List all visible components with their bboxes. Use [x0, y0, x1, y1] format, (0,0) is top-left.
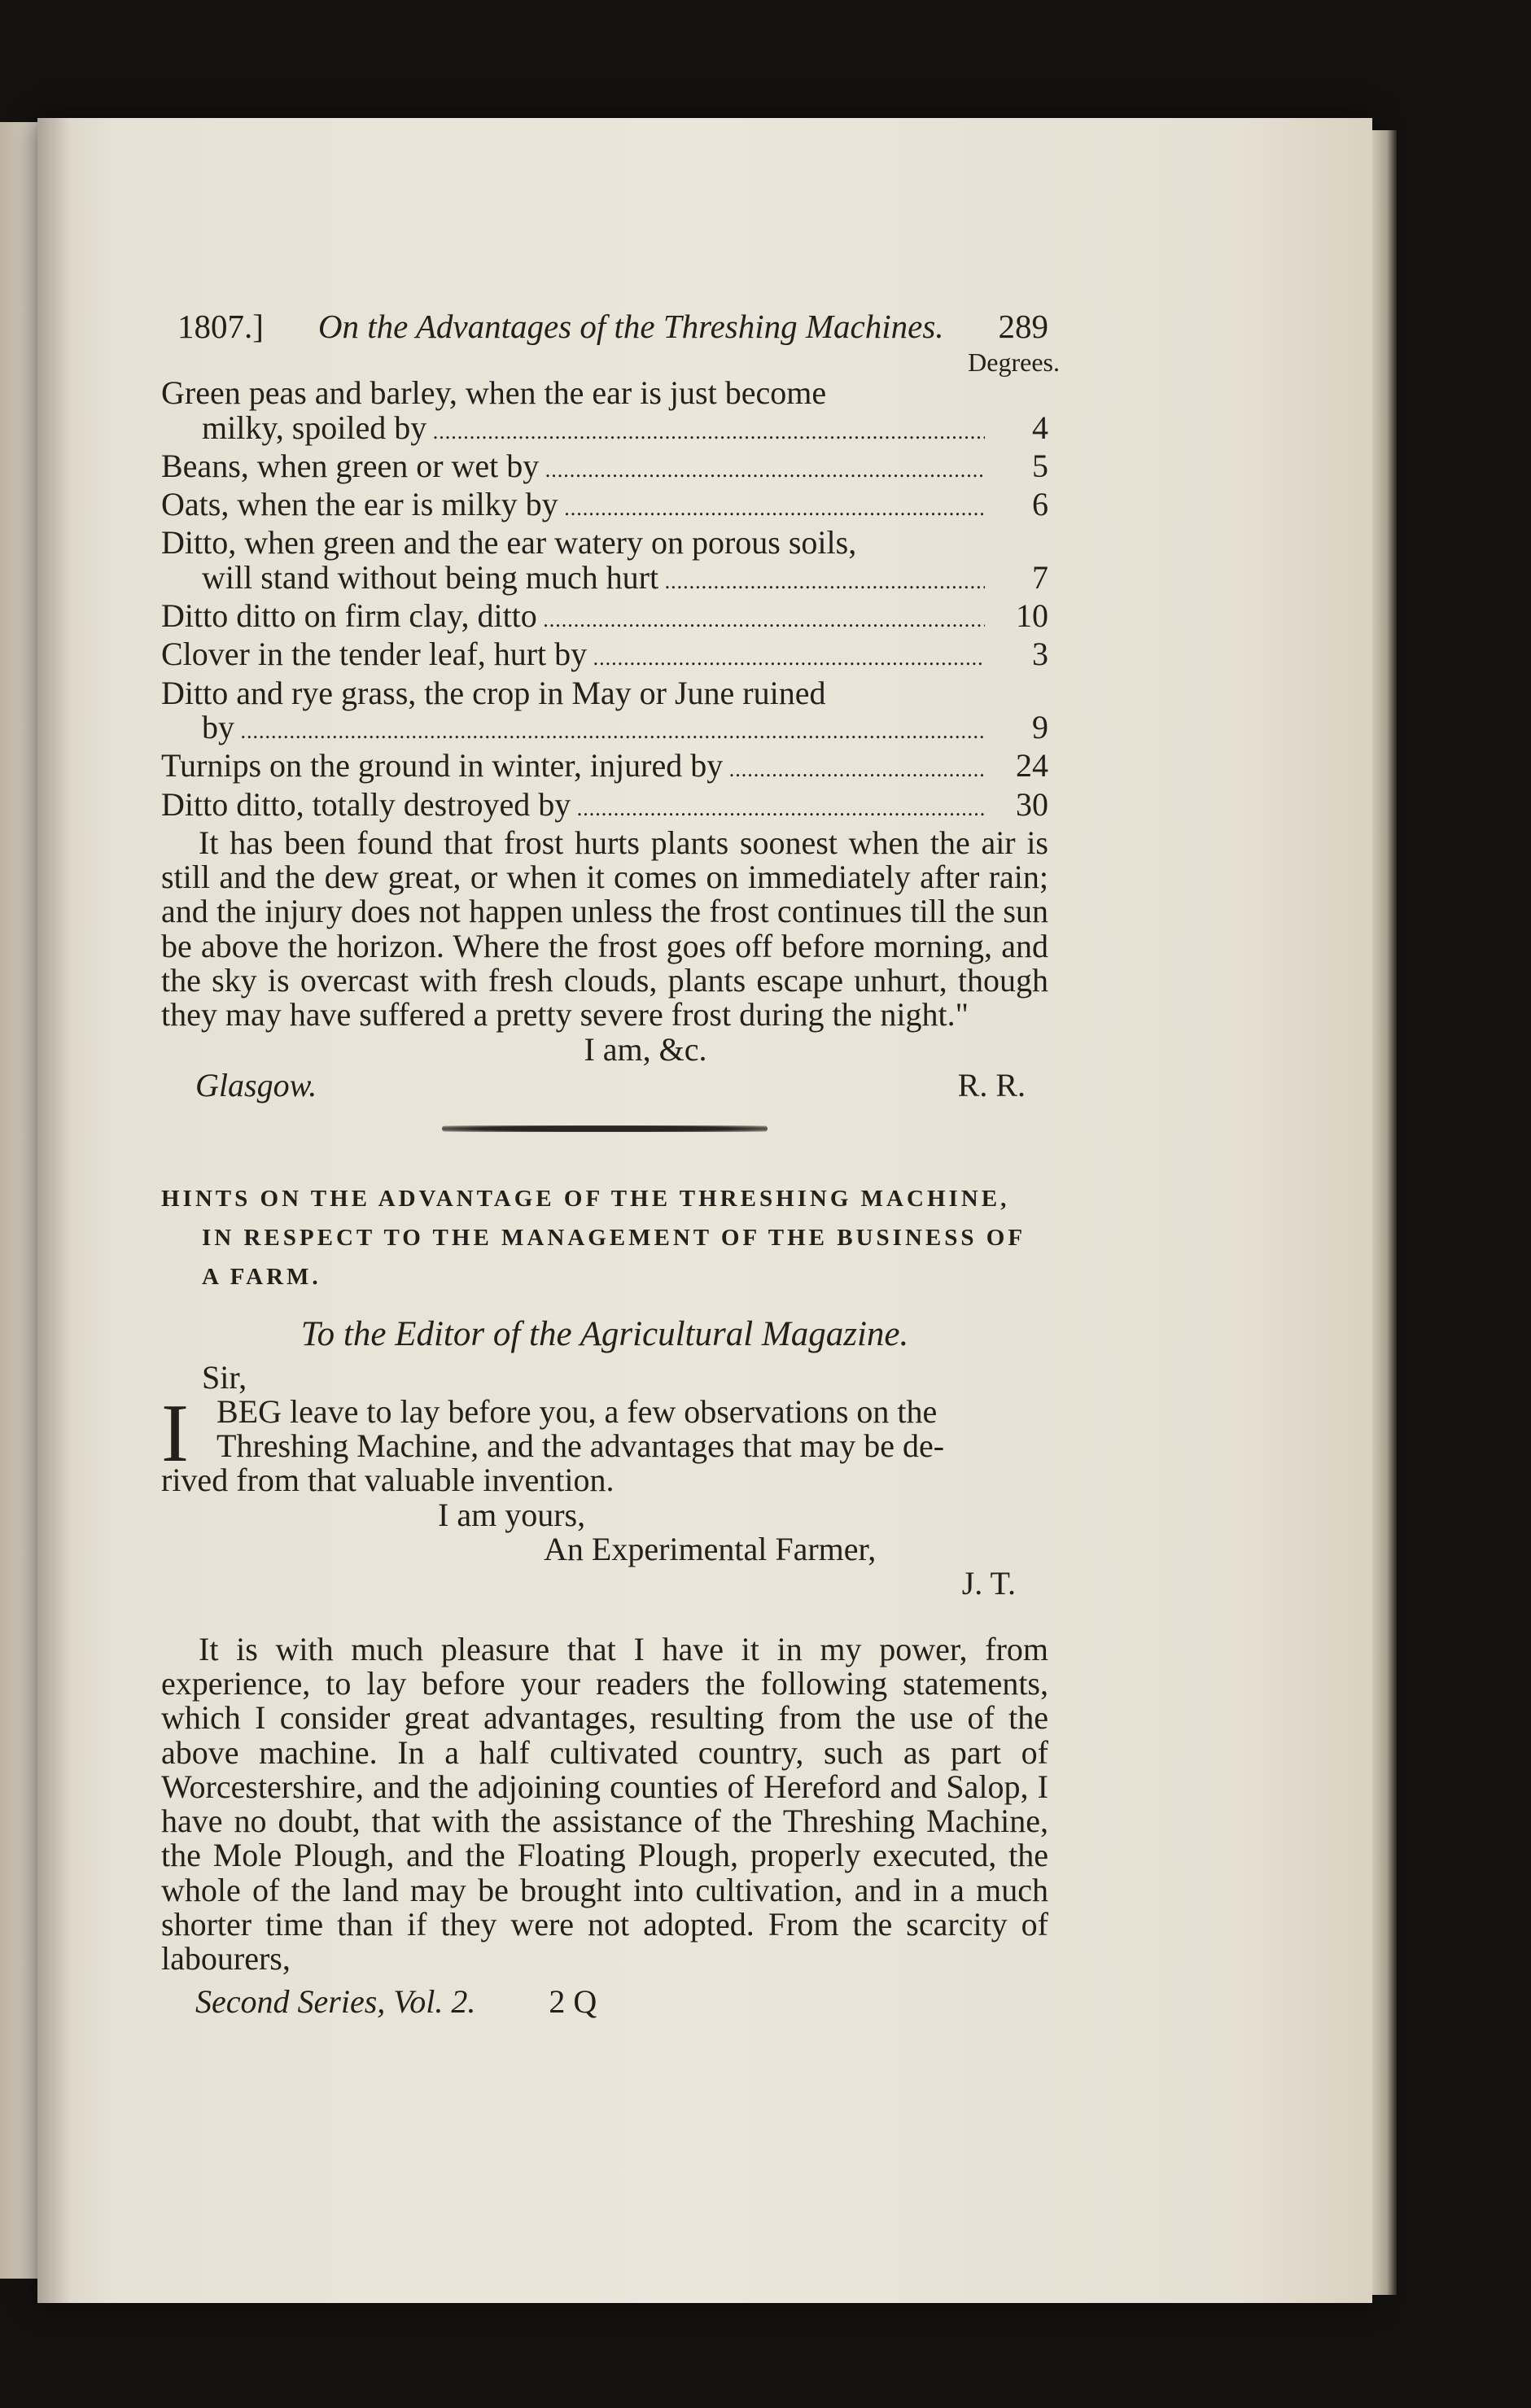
- table-row-4-line-1: Ditto, when green and the ear watery on porous soils,: [161, 524, 857, 562]
- table-row-value: 7: [1032, 558, 1048, 596]
- running-head: [177, 309, 1048, 343]
- table-row: [161, 558, 1048, 599]
- page-fore-edge: [1372, 130, 1397, 2295]
- letter-place: Glasgow.: [195, 1066, 317, 1103]
- table-row-value: 30: [1016, 785, 1048, 823]
- table-row: [161, 599, 1048, 637]
- table-row-value: 6: [1032, 486, 1048, 523]
- running-head-title: On the Advantages of the Threshing Machines.: [317, 308, 944, 345]
- table-row: [161, 710, 1048, 749]
- intro-paragraph: [161, 1387, 1048, 1479]
- footer-signature-mark: 2 Q: [549, 1982, 597, 2020]
- article-body: [161, 1632, 1048, 1977]
- table-row-1-line-1: Green peas and barley, when the ear is just become: [161, 374, 827, 412]
- frost-paragraph: [161, 826, 1048, 1033]
- running-head-year: 1807.]: [177, 308, 264, 345]
- section-divider-rule: [442, 1125, 768, 1132]
- page-text: [161, 308, 1060, 2020]
- article-heading-line: IN RESPECT TO THE MANAGEMENT OF THE BUSINESS OF: [202, 1225, 1026, 1252]
- table-row-value: 10: [1016, 597, 1048, 635]
- table-row-label: by .....: [202, 710, 985, 749]
- article-initials: J. T.: [961, 1565, 1016, 1602]
- intro-line: rived from that valuable invention.: [161, 1462, 615, 1499]
- table-row-label: Oats, when the ear is milky by .....: [161, 487, 985, 526]
- table-row-label: will stand without being much hurt .....: [202, 561, 985, 599]
- table-row-value: 3: [1032, 636, 1048, 673]
- article-heading: [161, 1179, 1048, 1296]
- degrees-column-header: Degrees.: [968, 347, 1060, 378]
- table-row-label: Clover in the tender leaf, hurt by .....: [161, 637, 985, 675]
- frost-damage-table: [161, 376, 1048, 826]
- page-number: 289: [998, 308, 1048, 345]
- table-row-label: Ditto ditto, totally destroyed by .....: [161, 788, 985, 826]
- article-signature: An Experimental Farmer,: [544, 1531, 877, 1568]
- letter-closing: I am, &c.: [584, 1030, 707, 1068]
- intro-line: BEG leave to lay before you, a few observations on the: [217, 1392, 938, 1430]
- table-row-7-line-1: Ditto and rye grass, the crop in May or June ruined: [161, 674, 826, 711]
- table-row: [161, 411, 1048, 449]
- table-row-label: Beans, when green or wet by .....: [161, 449, 985, 487]
- article-closing: I am yours,: [438, 1496, 586, 1533]
- footer-series: Second Series, Vol. 2.: [195, 1982, 476, 2020]
- page-gutter-shadow: [37, 118, 70, 2303]
- letter-signoff: [161, 1066, 1048, 1103]
- table-row: [161, 785, 1048, 826]
- table-row-value: 9: [1032, 708, 1048, 745]
- table-row-value: 5: [1032, 447, 1048, 484]
- intro-line: Threshing Machine, and the advantages that may be de-: [217, 1427, 945, 1465]
- table-row-label: Ditto ditto on firm clay, ditto .....: [161, 599, 985, 637]
- article-heading-line: A FARM.: [202, 1264, 322, 1291]
- page-footer: [161, 1982, 1048, 2020]
- addressee-line: To the Editor of the Agricultural Magazine.: [300, 1315, 909, 1354]
- frost-paragraph-text: It has been found that frost hurts plants soonest when the air is still and the dew great, or when it comes on immediately after rain; and the injury does not happen unless the frost continues till the sun be above the horizon. Where the frost goes off before morning, and the sky is overcast with fresh clouds, plants escape unhurt, though they may have suffered a pretty severe frost during the night.": [161, 824, 1048, 1034]
- article-heading-line: HINTS ON THE ADVANTAGE OF THE THRESHING MACHINE,: [161, 1186, 1010, 1213]
- table-row-label: milky, spoiled by .....: [202, 411, 985, 449]
- table-row: [161, 749, 1048, 787]
- letter-initials: R. R.: [957, 1066, 1026, 1103]
- table-row-value: 4: [1032, 409, 1048, 446]
- table-row: [161, 637, 1048, 675]
- drop-cap: I: [161, 1387, 189, 1479]
- salutation: Sir,: [202, 1358, 247, 1396]
- table-row-value: 24: [1016, 747, 1048, 784]
- article-body-text: It is with much pleasure that I have it in my power, from experience, to lay before your readers the following statements, which I consider great advantages, resulting from the use of the above machine. In a half cultivated country, such as part of Worcestershire, and the adjoining counties of Hereford and Salop, I have no doubt, that with the assistance of the Threshing Machine, the Mole Plough, and the Floating Plough, properly executed, the whole of the land may be brought into cultivation, and in a much shorter time than if they were not adopted. From the scarcity of labourers,: [161, 1630, 1048, 1978]
- table-row: [161, 449, 1048, 487]
- table-row-label: Turnips on the ground in winter, injured by .....: [161, 749, 985, 787]
- table-row: [161, 487, 1048, 526]
